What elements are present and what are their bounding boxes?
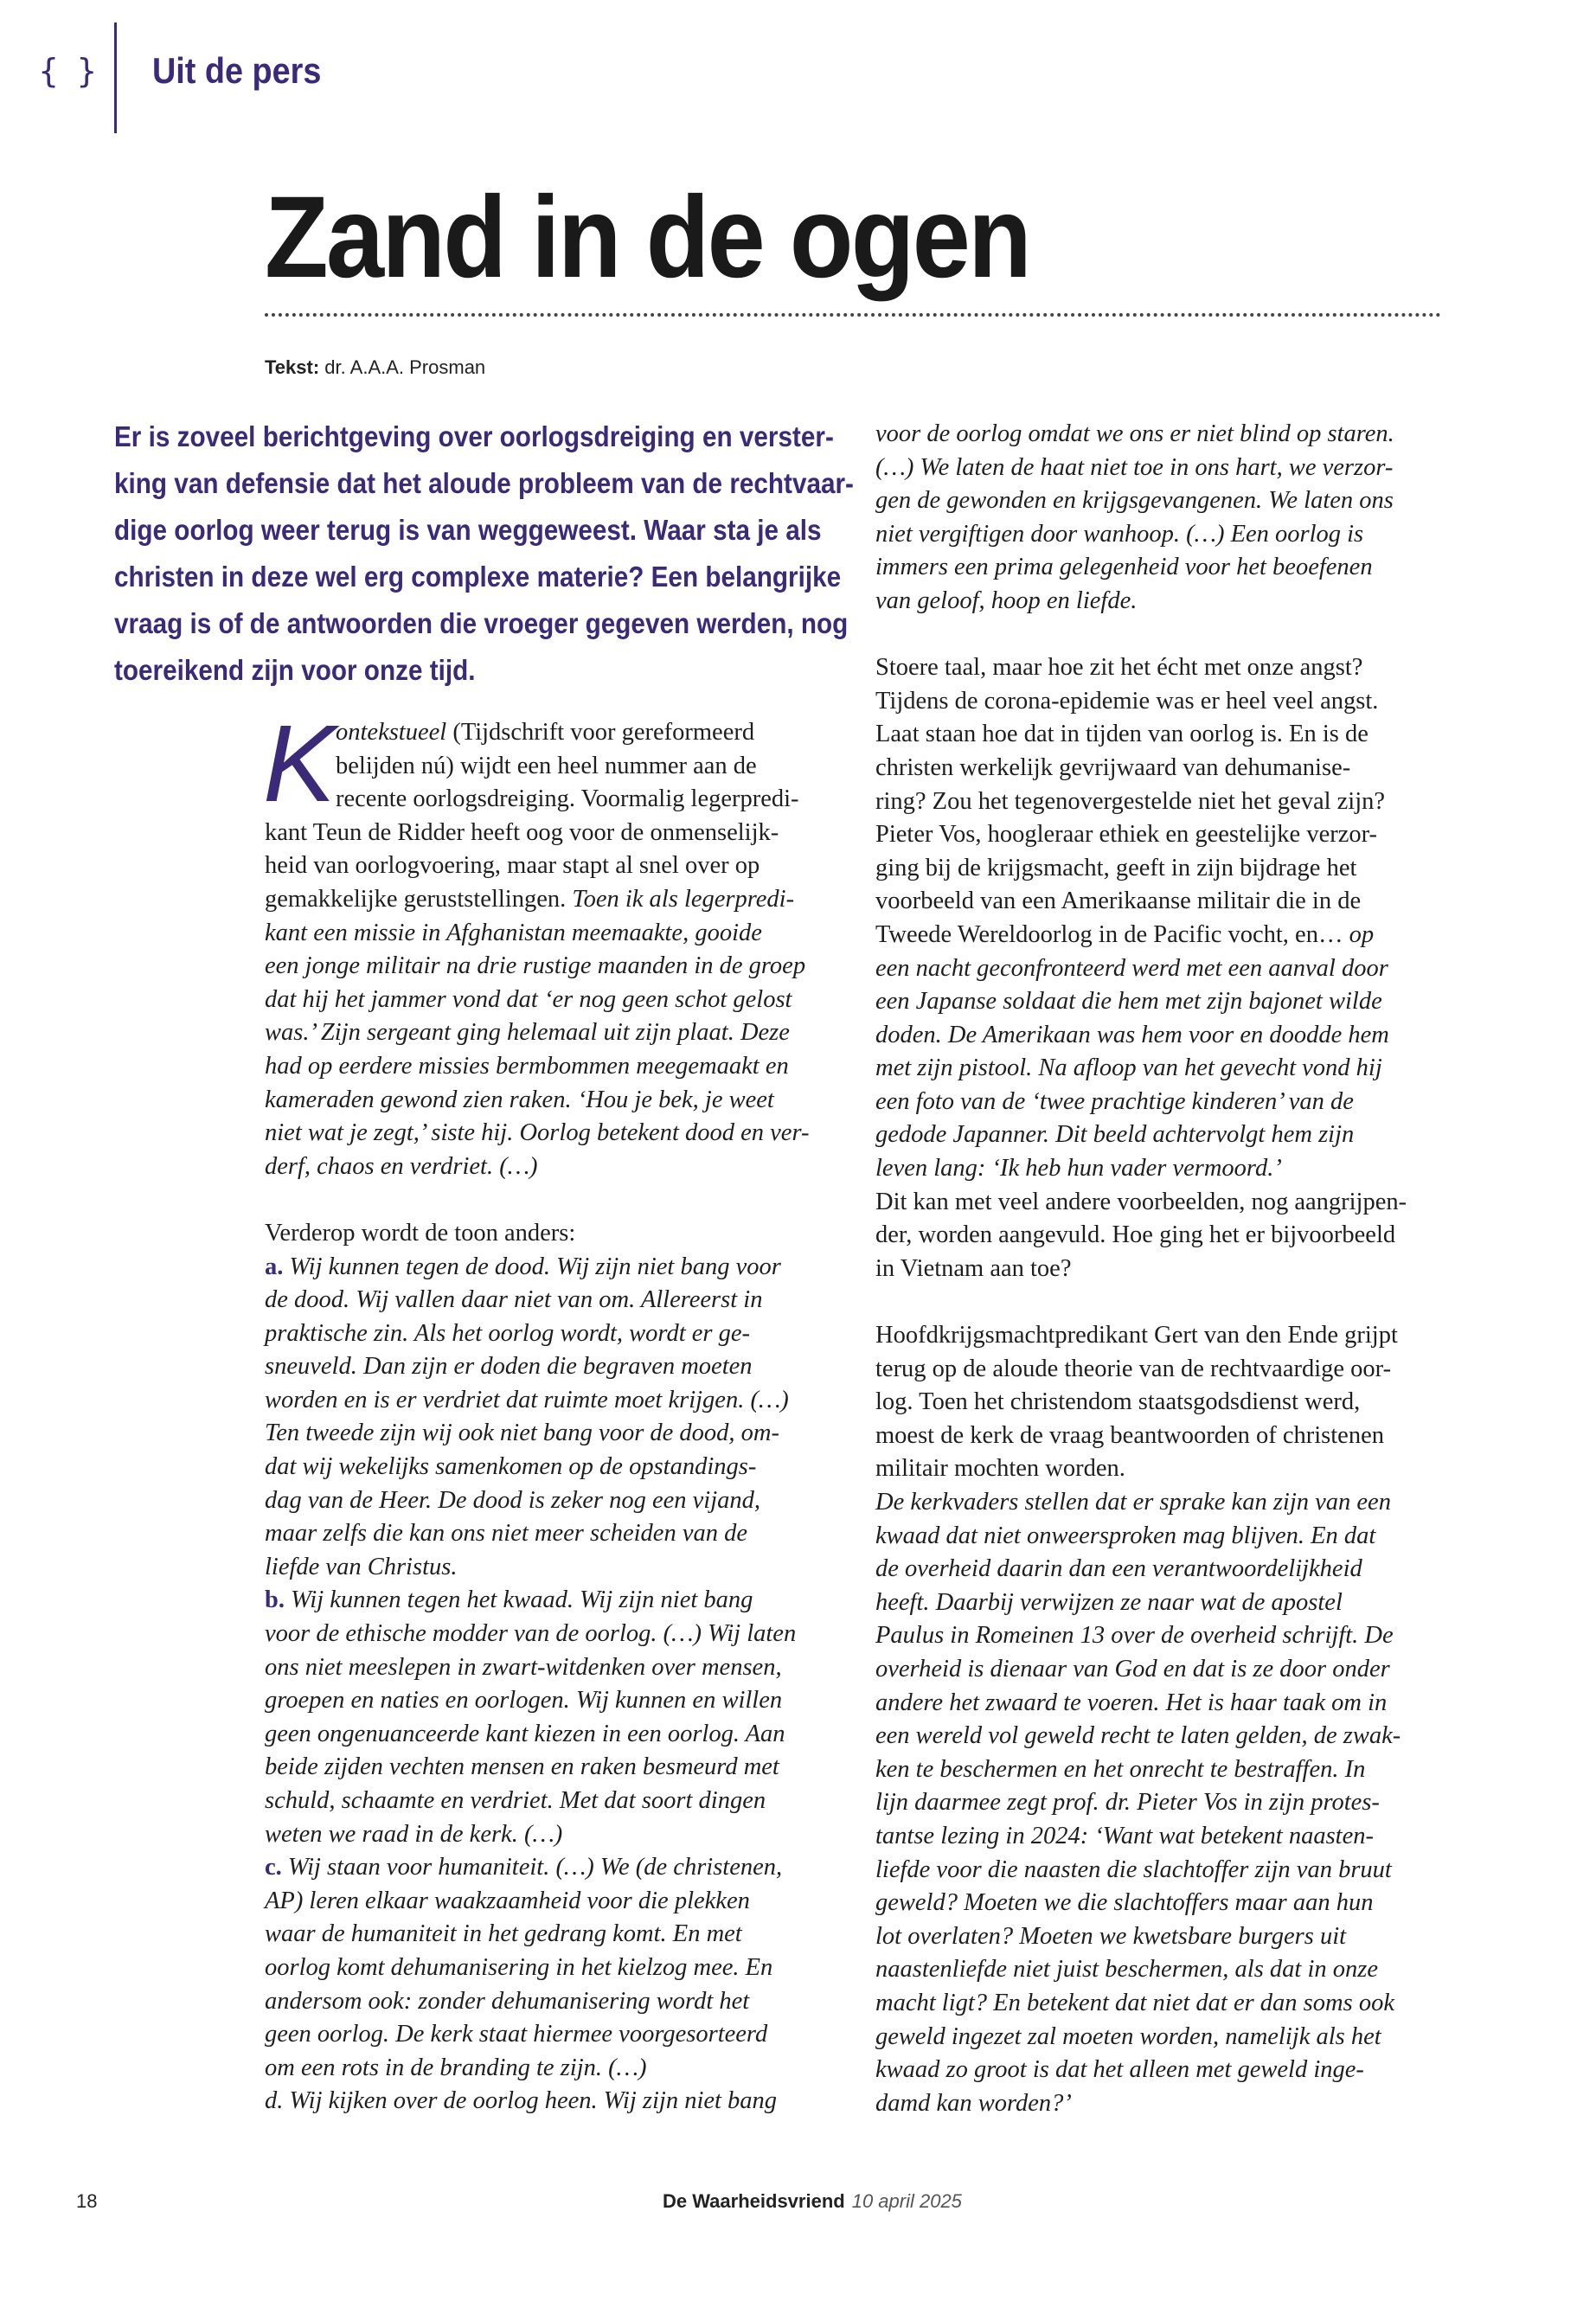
quote-text: AP) leren elkaar waakzaamheid voor die plekken xyxy=(265,1887,750,1914)
quote-line xyxy=(875,1687,1455,1721)
quote-text: doden. De Amerikaan was hem voor en doodde hem xyxy=(875,1021,1389,1048)
quote-text: damd kan worden?’ xyxy=(875,2089,1072,2117)
quote-line xyxy=(265,1751,818,1785)
quote-line xyxy=(875,1553,1455,1586)
quote-text: kwaad zo groot is dat het alleen met geweld inge- xyxy=(875,2056,1364,2084)
body-line xyxy=(265,883,818,917)
quote-line xyxy=(265,917,818,951)
footer-publication xyxy=(663,2190,962,2213)
body-text: Tweede Wereldoorlog in de Pacific vocht, en… xyxy=(875,920,1349,948)
quote-line xyxy=(875,1920,1455,1954)
quote-text: geweld? Moeten we die slachtoffers maar aan hun xyxy=(875,1889,1374,1917)
body-text: gemakkelijke geruststellingen. xyxy=(265,885,573,913)
quote-text: waar de humaniteit in het gedrang komt. En met xyxy=(265,1920,742,1948)
body-line: der, worden aangevuld. Hoe ging het er bijvoorbeeld xyxy=(875,1221,1396,1249)
body-line: belijden nú) wijdt een heel nummer aan de xyxy=(336,752,757,779)
quote-text: gedode Japanner. Dit beeld achtervolgt hem zijn xyxy=(875,1121,1355,1149)
quote-line xyxy=(875,2087,1455,2121)
quote-text: een wereld vol geweld recht te laten gelden, de zwak- xyxy=(875,1722,1401,1750)
quote-line xyxy=(265,1417,818,1451)
byline xyxy=(265,356,485,379)
quote-text: immers een prima gelegenheid voor het beoefenen xyxy=(875,554,1373,581)
quote-line xyxy=(875,1953,1455,1987)
quote-text: Wij kunnen tegen het kwaad. Wij zijn niet bang xyxy=(284,1586,753,1614)
header-divider xyxy=(114,22,117,133)
quote-line xyxy=(265,2085,818,2118)
body-line: in Vietnam aan toe? xyxy=(875,1254,1072,1282)
quote-text: dat hij het jammer vond dat ‘er nog geen schot gelost xyxy=(265,985,792,1013)
body-line: moest de kerk de vraag beantwoorden of christenen xyxy=(875,1421,1384,1449)
quote-text: niet vergiftigen door wanhoop. (…) Een oorlog is xyxy=(875,520,1364,548)
quote-text: oorlog komt dehumanisering in het kielzog mee. En xyxy=(265,1953,773,1981)
body-line: voorbeeld van een Amerikaanse militair die in de xyxy=(875,888,1362,915)
paragraph-gap xyxy=(875,619,1455,652)
body-line: Pieter Vos, hoogleraar ethiek en geestelijke verzor- xyxy=(875,821,1378,849)
lead-line: vraag is of de antwoorden die vroeger gegeven werden, nog xyxy=(114,607,849,639)
quote-line xyxy=(265,1618,818,1651)
quote-line xyxy=(875,1753,1455,1787)
quote-line xyxy=(875,1619,1455,1653)
paragraph-gap xyxy=(265,1183,818,1217)
quote-text: heeft. Daarbij verwijzen ze naar wat de apostel xyxy=(875,1588,1343,1616)
body-line: Verderop wordt de toon anders: xyxy=(265,1219,576,1247)
page-number: 18 xyxy=(76,2190,98,2212)
body-line: christen werkelijk gevrijwaard van dehumanise- xyxy=(875,753,1351,781)
quote-line xyxy=(875,1786,1455,1820)
lead-line: dige oorlog weer terug is van weggeweest. Waar sta je als xyxy=(114,514,822,546)
quote-text: macht ligt? En betekent dat niet dat er dan soms ook xyxy=(875,1989,1394,2016)
lead-line: Er is zoveel berichtgeving over oorlogsdreiging en verster- xyxy=(114,420,834,452)
quote-text: Wij kunnen tegen de dood. Wij zijn niet bang voor xyxy=(283,1253,781,1280)
quote-text: lijn daarmee zegt prof. dr. Pieter Vos in zijn protes- xyxy=(875,1789,1380,1817)
magazine-name: ontekstueel xyxy=(336,719,447,746)
quote-text: Ten tweede zijn wij ook niet bang voor de dood, om- xyxy=(265,1420,780,1447)
title-dotted-rule xyxy=(265,313,1441,317)
quote-line xyxy=(265,1551,818,1585)
quote-text: was.’ Zijn sergeant ging helemaal uit zijn plaat. Deze xyxy=(265,1019,790,1047)
quote-line xyxy=(265,2018,818,2052)
quote-line xyxy=(875,551,1455,585)
quote-text: Toen ik als legerpredi- xyxy=(572,885,795,913)
quote-text: kwaad dat niet onweersproken mag blijven. En dat xyxy=(875,1522,1376,1549)
quote-line xyxy=(875,518,1455,552)
quote-text: op xyxy=(1349,920,1375,948)
lead-line: king van defensie dat het aloude probleem van de rechtvaar- xyxy=(114,467,854,499)
quote-line xyxy=(265,1317,818,1351)
drop-cap: K xyxy=(263,702,337,824)
quote-line xyxy=(265,950,818,984)
point-label-a: a. xyxy=(265,1253,284,1280)
quote-text: Paulus in Romeinen 13 over de overheid schrijft. De xyxy=(875,1622,1394,1650)
body-column-right xyxy=(875,418,1455,2120)
quote-text: naastenliefde niet juist beschermen, als dat in onze xyxy=(875,1956,1378,1984)
paragraph-gap xyxy=(875,1285,1455,1319)
lead-line: toereikend zijn voor onze tijd. xyxy=(114,654,476,686)
quote-text: geweld ingezet zal moeten worden, namelijk als het xyxy=(875,2022,1381,2050)
quote-line xyxy=(265,1985,818,2019)
quote-line xyxy=(875,452,1455,485)
quote-text: van geloof, hoop en liefde. xyxy=(875,586,1138,614)
quote-line xyxy=(265,1050,818,1084)
quote-text: praktische zin. Als het oorlog wordt, wordt er ge- xyxy=(265,1319,751,1347)
quote-text: de overheid daarin dan een verantwoordelijkheid xyxy=(875,1555,1362,1583)
quote-text: maar zelfs die kan ons niet meer scheiden van de xyxy=(265,1520,747,1548)
quote-text: lot overlaten? Moeten we kwetsbare burgers uit xyxy=(875,1922,1347,1950)
lead-paragraph xyxy=(114,413,854,694)
body-line: militair mochten worden. xyxy=(875,1455,1125,1483)
quote-text: beide zijden vechten mensen en raken besmeurd met xyxy=(265,1753,779,1781)
quote-text: geen ongenuanceerde kant kiezen in een oorlog. Aan xyxy=(265,1720,785,1747)
quote-line xyxy=(265,1651,818,1685)
quote-text: gen de gewonden en krijgsgevangenen. We laten ons xyxy=(875,487,1394,515)
quote-text: weten we raad in de kerk. (…) xyxy=(265,1820,563,1848)
quote-text: Wij staan voor humaniteit. (…) We (de christenen, xyxy=(281,1854,783,1881)
quote-text: derf, chaos en verdriet. (…) xyxy=(265,1152,538,1180)
quote-line xyxy=(265,1851,818,1885)
quote-text: kameraden gewond zien raken. ‘Hou je bek, je weet xyxy=(265,1086,774,1113)
quote-text: liefde van Christus. xyxy=(265,1553,458,1580)
body-line: terug op de aloude theorie van de rechtvaardige oor- xyxy=(875,1355,1392,1382)
quote-line xyxy=(265,1150,818,1184)
body-line: Stoere taal, maar hoe zit het écht met onze angst? xyxy=(875,654,1363,682)
quote-text: sneuveld. Dan zijn er doden die begraven moeten xyxy=(265,1353,753,1381)
quote-text: overheid is dienaar van God en dat is ze door onder xyxy=(875,1655,1390,1682)
quote-text: een foto van de ‘twee prachtige kinderen’ van de xyxy=(875,1087,1354,1115)
body-line xyxy=(265,716,818,750)
quote-text: had op eerdere missies bermbommen meegemaakt en xyxy=(265,1052,789,1080)
quote-line xyxy=(265,1918,818,1952)
quote-line xyxy=(875,1887,1455,1920)
quote-line xyxy=(265,1016,818,1050)
quote-line xyxy=(875,418,1455,452)
quote-line xyxy=(875,1987,1455,2021)
quote-line xyxy=(875,484,1455,518)
quote-line xyxy=(875,2054,1455,2087)
quote-line xyxy=(265,1818,818,1852)
quote-line xyxy=(265,1952,818,1985)
quote-line xyxy=(265,1284,818,1317)
quote-text: met zijn pistool. Na afloop van het gevecht vond hij xyxy=(875,1054,1382,1082)
quote-line xyxy=(875,1086,1455,1119)
byline-label: Tekst: xyxy=(265,356,320,378)
quote-line xyxy=(875,1653,1455,1687)
quote-text: een nacht geconfronteerd werd met een aanval door xyxy=(875,954,1388,982)
body-line: heid van oorlogvoering, maar stapt al snel over op xyxy=(265,852,760,880)
quote-text: voor de ethische modder van de oorlog. (…) Wij laten xyxy=(265,1620,797,1648)
quote-text: ons niet meeslepen in zwart-witdenken over mensen, xyxy=(265,1653,782,1681)
quote-text: dag van de Heer. De dood is zeker nog een vijand, xyxy=(265,1486,761,1514)
quote-text: schuld, schaamte en verdriet. Met dat soort dingen xyxy=(265,1787,766,1814)
quote-line xyxy=(875,1486,1455,1520)
lead-line: christen in deze wel erg complexe materie? Een belangrijke xyxy=(114,561,842,593)
quote-line xyxy=(265,1384,818,1418)
quote-text: een jonge militair na drie rustige maanden in de groep xyxy=(265,952,806,980)
quote-line xyxy=(875,585,1455,619)
quote-line xyxy=(875,1720,1455,1753)
quote-text: groepen en naties en oorlogen. Wij kunnen en willen xyxy=(265,1687,783,1715)
quote-line xyxy=(265,1517,818,1551)
quote-text: geen oorlog. De kerk staat hiermee voorgesorteerd xyxy=(265,2021,768,2048)
body-line: log. Toen het christendom staatsgodsdienst werd, xyxy=(875,1388,1361,1416)
quote-text: dat wij wekelijks samenkomen op de opstandings- xyxy=(265,1453,757,1481)
quote-line xyxy=(265,2052,818,2086)
body-line: recente oorlogsdreiging. Voormalig legerpredi- xyxy=(336,785,799,813)
quote-line xyxy=(265,1251,818,1285)
byline-author: dr. A.A.A. Prosman xyxy=(324,356,486,378)
quote-line xyxy=(875,1019,1455,1053)
section-label: Uit de pers xyxy=(152,50,322,91)
body-line xyxy=(875,919,1455,952)
body-line: Hoofdkrijgsmachtpredikant Gert van den Ende grijpt xyxy=(875,1322,1398,1349)
body-line: Dit kan met veel andere voorbeelden, nog aangrijpen- xyxy=(875,1188,1407,1215)
point-label-b: b. xyxy=(265,1586,285,1614)
body-text: (Tijdschrift voor gereformeerd xyxy=(446,719,755,746)
quote-line xyxy=(265,1117,818,1150)
quote-line xyxy=(265,1684,818,1718)
quote-line xyxy=(875,1118,1455,1152)
quote-line xyxy=(265,1350,818,1384)
quote-text: leven lang: ‘Ik heb hun vader vermoord.’ xyxy=(875,1155,1282,1183)
publication-name: De Waarheidsvriend xyxy=(663,2190,845,2212)
quote-line xyxy=(875,985,1455,1019)
article-title: Zand in de ogen xyxy=(265,173,1030,302)
body-column-left xyxy=(265,716,818,2118)
quote-text: de dood. Wij vallen daar niet van om. Allereerst in xyxy=(265,1286,763,1314)
quote-text: (…) We laten de haat niet toe in ons hart, we verzor- xyxy=(875,453,1394,481)
quote-text: De kerkvaders stellen dat er sprake kan zijn van een xyxy=(875,1489,1391,1516)
body-line: ging bij de krijgsmacht, geeft in zijn bijdrage het xyxy=(875,854,1357,881)
quote-text: tantse lezing in 2024: ‘Want wat betekent naasten- xyxy=(875,1822,1374,1849)
quote-line xyxy=(875,1820,1455,1854)
quote-text: d. Wij kijken over de oorlog heen. Wij zijn niet bang xyxy=(265,2087,778,2115)
quote-line xyxy=(265,984,818,1017)
quote-line xyxy=(265,1785,818,1818)
quote-text: liefde voor die naasten die slachtoffer zijn van bruut xyxy=(875,1856,1392,1883)
point-label-c: c. xyxy=(265,1854,282,1881)
quote-line xyxy=(875,1152,1455,1186)
issue-date: 10 april 2025 xyxy=(851,2190,962,2212)
quote-line xyxy=(875,1586,1455,1620)
quote-text: niet wat je zegt,’ siste hij. Oorlog betekent dood en ver- xyxy=(265,1119,810,1147)
quote-line xyxy=(265,1451,818,1484)
body-line: Tijdens de corona-epidemie was er heel veel angst. xyxy=(875,687,1379,715)
body-line: kant Teun de Ridder heeft oog voor de onmenselijk- xyxy=(265,818,779,846)
body-line: ring? Zou het tegenovergestelde niet het geval zijn? xyxy=(875,787,1386,815)
quote-text: een Japanse soldaat die hem met zijn bajonet wilde xyxy=(875,988,1382,1016)
quote-line xyxy=(875,1052,1455,1086)
quote-line xyxy=(875,1520,1455,1554)
quote-text: om een rots in de branding te zijn. (…) xyxy=(265,2054,647,2081)
quote-line xyxy=(875,952,1455,986)
quote-text: voor de oorlog omdat we ons er niet blind op staren. xyxy=(875,420,1394,447)
quote-line xyxy=(265,1484,818,1518)
quote-text: kant een missie in Afghanistan meemaakte, gooide xyxy=(265,919,762,946)
quote-line xyxy=(265,1084,818,1118)
quote-line xyxy=(265,1584,818,1618)
quote-line xyxy=(875,1854,1455,1888)
quote-text: andere het zwaard te voeren. Het is haar taak om in xyxy=(875,1689,1388,1716)
quote-line xyxy=(875,2021,1455,2054)
body-line: Laat staan hoe dat in tijden van oorlog is. En is de xyxy=(875,721,1368,748)
quote-line xyxy=(265,1885,818,1919)
braces-icon: { } xyxy=(38,52,101,90)
quote-text: andersom ook: zonder dehumanisering wordt het xyxy=(265,1987,750,2015)
quote-text: ken te beschermen en het onrecht te bestraffen. In xyxy=(875,1755,1366,1783)
quote-line xyxy=(265,1718,818,1752)
quote-text: worden en is er verdriet dat ruimte moet krijgen. (…) xyxy=(265,1386,789,1413)
